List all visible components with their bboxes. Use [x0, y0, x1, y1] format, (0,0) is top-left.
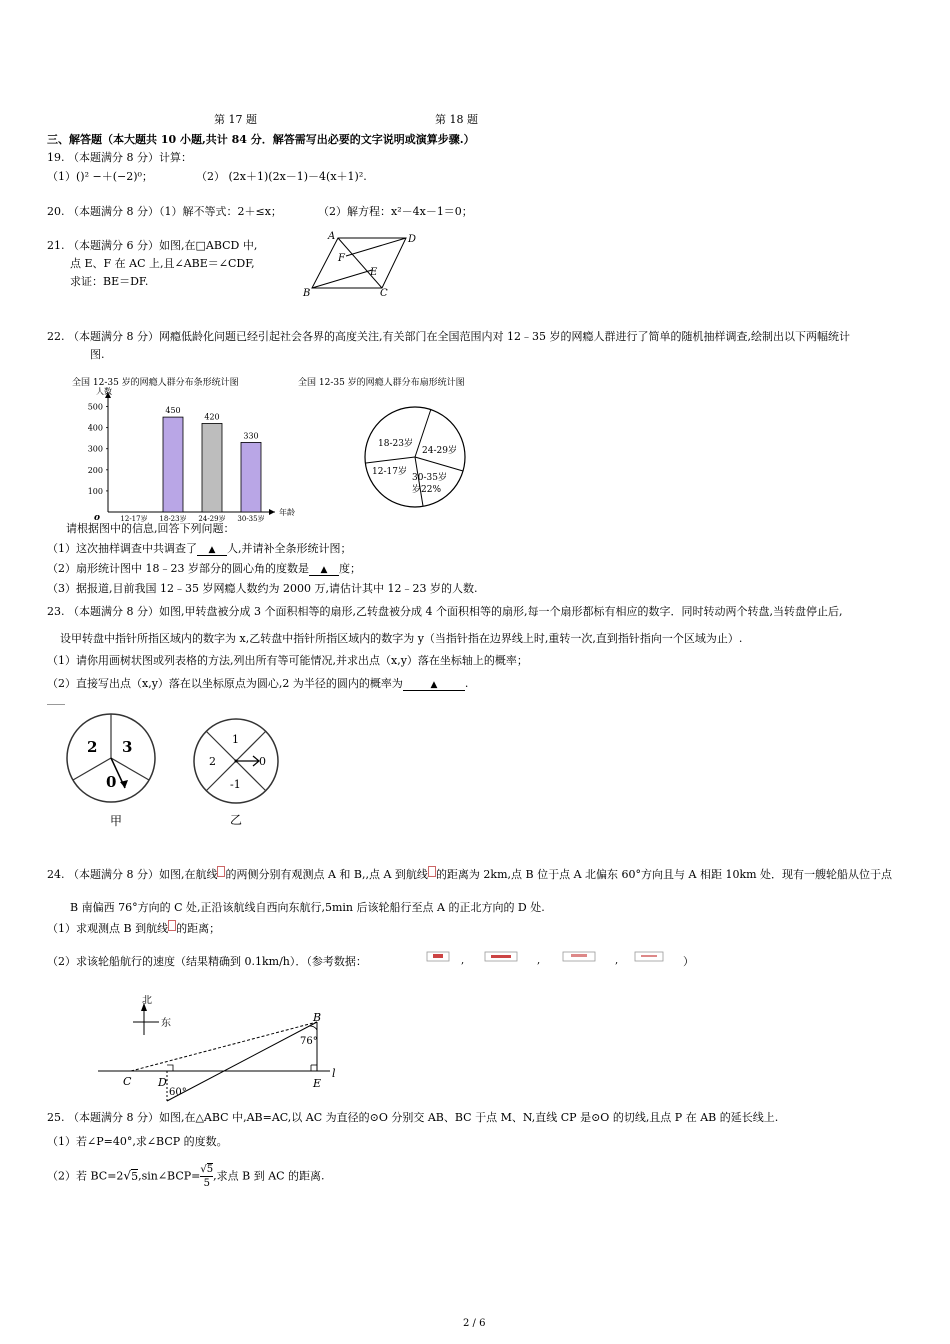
pie-chart — [360, 405, 470, 510]
q23-blank — [403, 677, 465, 691]
q21-label-a: A — [328, 231, 336, 242]
bar-value-label: 420 — [204, 412, 220, 422]
q23-line4-end: . — [464, 677, 469, 690]
q25-frac-num: 5 — [206, 1164, 214, 1175]
svg-text:,: , — [461, 955, 465, 965]
q21-label-b: B — [303, 288, 311, 299]
bar-ytick-label: 400 — [87, 423, 103, 433]
bar-ytick-label: 200 — [87, 465, 103, 475]
q24-label-d: D — [158, 1076, 167, 1089]
q24-line3-a: （1）求观测点 B 到航线 — [47, 922, 169, 935]
q21-parallelogram-figure — [300, 230, 425, 300]
q24-line1-a: 24. （本题满分 8 分）如图,在航线 — [47, 868, 218, 881]
wheel-jia-num-2: 2 — [87, 738, 98, 756]
q22-line1: 22. （本题满分 8 分）网瘾低龄化问题已经引起社会各界的高度关注,有关部门在全国范围内对 12﹣35 岁的网瘾人群进行了简单的随机抽样调查,绘制出以下两幅统计 — [47, 330, 850, 343]
wheel-jia-num-0: 0 — [106, 773, 117, 791]
bar-category-label: 18-23岁 — [159, 515, 187, 523]
bar-category-label: 24-29岁 — [198, 515, 226, 523]
q24-line1-c: 的距离为 2km,点 B 位于点 A 北偏东 60°方向且与 A 相距 10km 处．现有一艘轮船从位于点 — [435, 868, 893, 881]
bar-ytick-label: 300 — [87, 444, 103, 454]
wheel-yi-num-2: 2 — [209, 755, 216, 768]
q20-stem: 20. （本题满分 8 分）（1）解不等式：2＋≤x； — [47, 205, 282, 218]
wheel-jia — [65, 712, 157, 806]
q21-line3: 求证：BE＝DF. — [70, 275, 149, 288]
east-label: 东 — [161, 1018, 171, 1029]
pie-slice-label: 18-23岁 — [378, 439, 413, 449]
formula-image-icon — [168, 920, 176, 931]
q21-label-e: E — [370, 267, 378, 278]
q22-sub1-text-b: 人,并请补全条形统计图； — [227, 542, 352, 555]
q25-line1: 25. （本题满分 8 分）如图,在△ABC 中,AB=AC,以 AC 为直径的⊙O 分别交 AB、BC 于点 M、N,直线 CP 是⊙O 的切线,且点 P 在 AB 的延长线上. — [47, 1111, 779, 1124]
q24-label-l: l — [332, 1067, 336, 1080]
q23-line4 — [47, 675, 468, 691]
q24-navigation-figure — [95, 995, 345, 1105]
q22-intro: 请根据图中的信息,回答下列问题： — [66, 522, 235, 535]
bar — [202, 423, 222, 512]
q24-line4 — [47, 953, 367, 969]
q24-line4-end: ） — [683, 955, 694, 968]
triangle-icon: ▲ — [320, 565, 328, 575]
q24-line2: B 南偏西 76°方向的 C 处,正沿该航线自西向东航行,5min 后该轮船行至点 A 的正北方向的 D 处. — [70, 901, 545, 914]
q24-angle-60: 60° — [169, 1087, 187, 1098]
q24-label-e: E — [313, 1077, 322, 1090]
wheel-yi — [192, 718, 282, 806]
section-heading: 三、解答题（本大题共 10 小题,共计 84 分．解答需写出必要的文字说明或演算步骤.） — [47, 133, 475, 146]
bar-ytick-label: 500 — [87, 402, 103, 412]
bar-ytick-label: 100 — [87, 486, 103, 496]
wheel-yi-num-neg1: -1 — [230, 778, 241, 791]
q21-label-d: D — [408, 234, 417, 245]
triangle-icon: ▲ — [208, 545, 216, 555]
q25-sqrt5: 5 — [131, 1169, 139, 1183]
wheel-jia-num-3: 3 — [122, 738, 133, 756]
q21-line2: 点 E、F 在 AC 上,且∠ABE＝∠CDF, — [70, 257, 255, 270]
bar-category-label: 12-17岁 — [120, 515, 148, 523]
q25-line3-c: ,求点 B 到 AC 的距离. — [213, 1169, 325, 1183]
pie-slice-label: 30-35岁 — [412, 473, 447, 483]
q19-part2: （2） (2x＋1)(2x－1)－4(x＋1)². — [196, 170, 367, 183]
bar-chart-title: 全国 12-35 岁的网瘾人群分布条形统计图 — [72, 378, 239, 388]
bar-category-label: 30-35岁 — [237, 515, 265, 523]
q22-line2: 图. — [90, 348, 105, 361]
wheel-jia-label: 甲 — [110, 814, 123, 828]
q24-label-b: B — [313, 1011, 322, 1024]
bar — [241, 442, 261, 512]
triangle-icon: ▲ — [430, 680, 438, 690]
q23-line2: 设甲转盘中指针所指区域内的数字为 x,乙转盘中指针所指区域内的数字为 y（当指针指在边界线上时,重转一次,直到指针指向一个区域为止）. — [60, 632, 743, 645]
q21-label-f: F — [338, 253, 345, 264]
q24-line3 — [47, 920, 220, 936]
q25-frac-den: 5 — [203, 1178, 210, 1189]
q22-sub1 — [47, 540, 352, 556]
wheel-yi-label: 乙 — [230, 813, 243, 827]
q23-line3: （1）请你用画树状图或列表格的方法,列出所有等可能情况,并求出点（x,y）落在坐标轴上的概率； — [47, 654, 528, 667]
bar-value-label: 330 — [243, 431, 259, 441]
pie-slice-label: 12-17岁 — [372, 467, 407, 477]
pie-slice-label: 24-29岁 — [422, 446, 457, 456]
q22-sub1-text-a: （1）这次抽样调查中共调查了 — [47, 542, 197, 555]
q24-line4-a: （2）求该轮船航行的速度（结果精确到 0.1km/h）．（参考数据： — [47, 955, 367, 968]
pie-chart-title: 全国 12-35 岁的网瘾人群分布扇形统计图 — [298, 378, 465, 388]
q22-sub2-blank — [309, 562, 339, 576]
q24-line1 — [47, 866, 892, 882]
q25-line3 — [47, 1163, 325, 1190]
q24-line3-b: 的距离； — [176, 922, 221, 935]
q24-label-c: C — [123, 1075, 132, 1088]
north-label: 北 — [142, 995, 152, 1006]
q20-part2: （2）解方程：x²－4x－1＝0； — [318, 205, 473, 218]
bar-chart — [70, 384, 310, 529]
wheel-yi-num-1: 1 — [232, 733, 239, 746]
q23-line4-text: （2）直接写出点（x,y）落在以坐标原点为圆心,2 为半径的圆内的概率为 — [47, 677, 403, 690]
svg-text:,: , — [537, 955, 541, 965]
q21-label-c: C — [380, 288, 388, 299]
q25-fraction: $\frac{√5}{5}$ — [200, 1164, 214, 1189]
q22-sub2-text-b: 度； — [338, 562, 361, 575]
q23-line1: 23. （本题满分 8 分）如图,甲转盘被分成 3 个面积相等的扇形,乙转盘被分成 4 个面积相等的扇形,每一个扇形都标有相应的数字．同时转动两个转盘,当转盘停止后, — [47, 605, 843, 618]
bar-value-label: 450 — [165, 406, 181, 416]
q24-line1-b: 的两侧分别有观测点 A 和 B,,点 A 到航线 — [225, 868, 428, 881]
q22-sub3: （3）据报道,目前我国 12﹣35 岁网瘾人数约为 2000 万,请估计其中 12﹣23 岁的人数. — [47, 582, 478, 595]
q22-sub2-text-a: （2）扇形统计图中 18﹣23 岁部分的圆心角的度数是 — [47, 562, 309, 575]
q25-line3-a: （2）若 BC=2 — [47, 1169, 124, 1183]
sqrt-sign: √ — [123, 1168, 132, 1183]
q24-angle-76: 76° — [300, 1036, 318, 1047]
q21-line1: 21. （本题满分 6 分）如图,在□ABCD 中, — [47, 239, 258, 252]
caption-fig18: 第 18 题 — [435, 113, 478, 126]
bar — [163, 417, 183, 512]
bar-ylabel: 人数 — [96, 387, 112, 396]
bar-xlabel: 年龄 — [279, 508, 295, 517]
page-number: 2 / 6 — [463, 1318, 486, 1329]
q25-line2: （1）若∠P=40°,求∠BCP 的度数。 — [47, 1135, 228, 1148]
wheel-yi-num-0: 0 — [259, 755, 266, 768]
q19-stem: 19. （本题满分 8 分）计算： — [47, 151, 192, 164]
q22-sub1-blank — [197, 542, 227, 556]
svg-text:,: , — [615, 955, 619, 965]
q19-part1: （1）()² −＋(−2)⁰； — [47, 170, 153, 183]
caption-fig17: 第 17 题 — [214, 113, 257, 126]
q25-line3-b: ,sin∠BCP= — [138, 1169, 201, 1183]
q22-sub2 — [47, 560, 361, 576]
bar-origin: o — [94, 513, 101, 523]
divider — [47, 704, 65, 705]
bar-x-arrow — [269, 509, 275, 515]
pie-annotation: 岁22% — [412, 485, 442, 495]
formula-image-icon — [428, 866, 436, 877]
q24-reference-data-images — [425, 951, 695, 965]
